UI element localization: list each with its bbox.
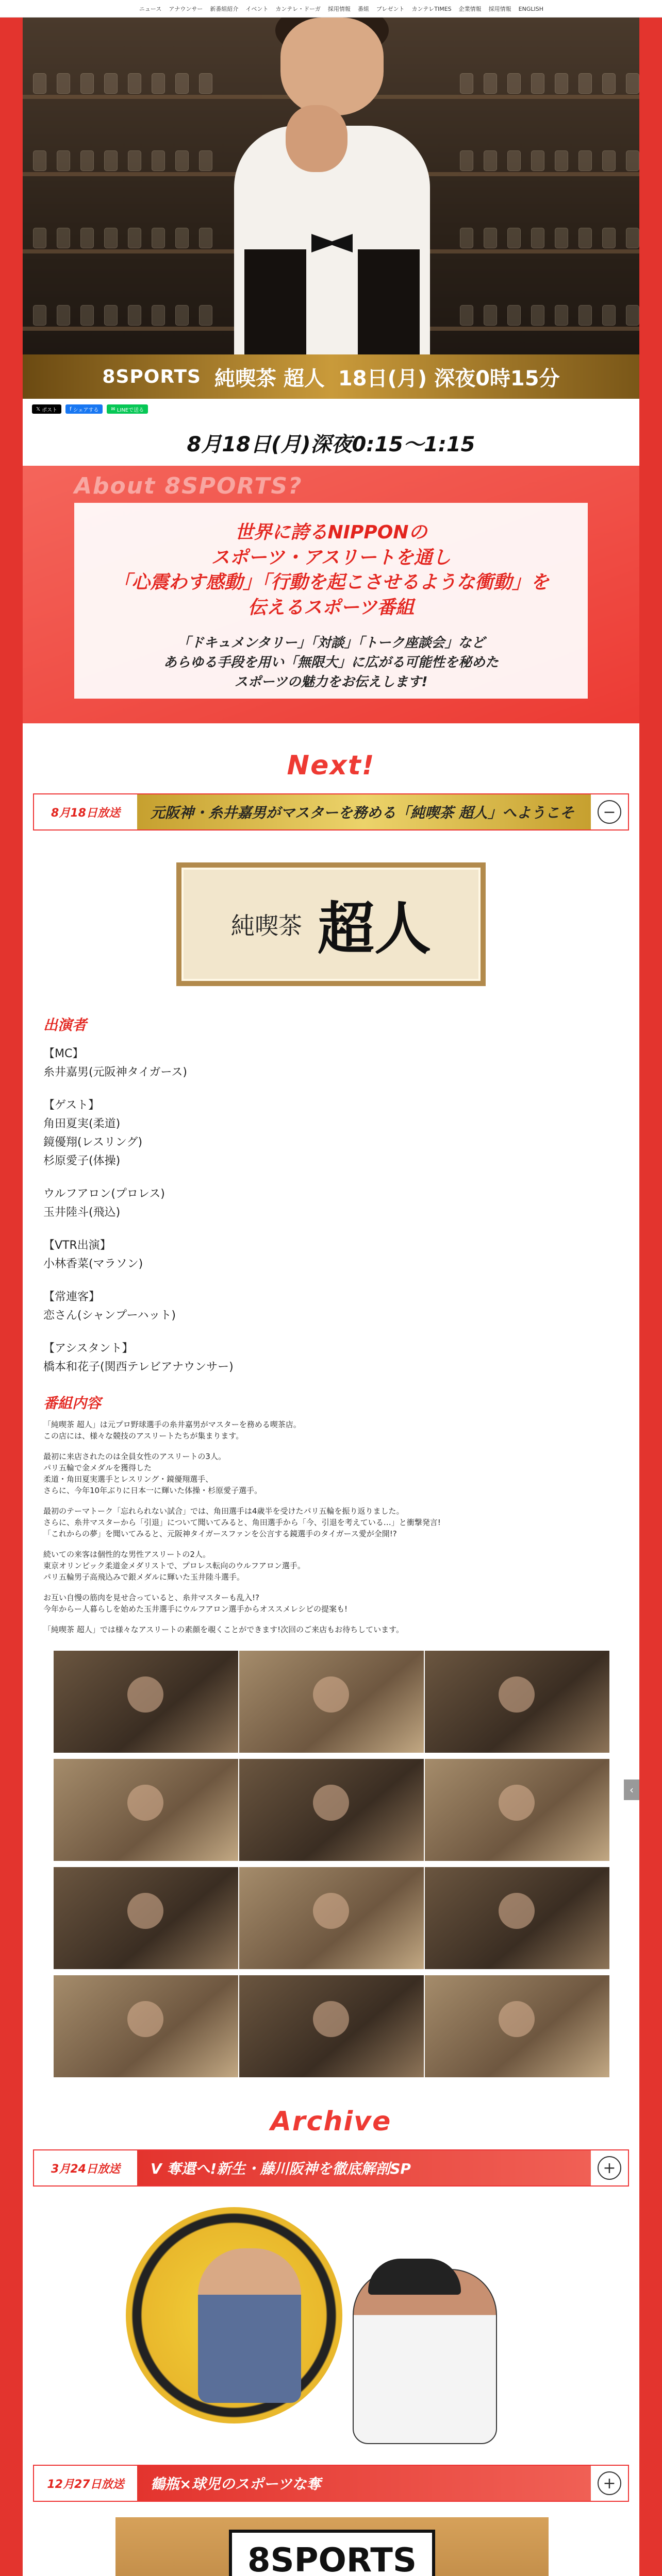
cast-list — [43, 1045, 639, 1377]
nav-item-5[interactable]: 採用情報 — [327, 6, 351, 12]
x-share-button[interactable]: 𝕏 ポスト — [32, 404, 61, 414]
cast-line: 小林香菜(マラソン) — [43, 1258, 143, 1270]
plus-icon[interactable]: + — [598, 2471, 621, 2495]
about-headline — [74, 520, 588, 620]
nav-item-0[interactable]: ニュース — [139, 6, 162, 12]
about-body — [74, 634, 588, 692]
top-navigation — [0, 0, 662, 18]
about-box — [74, 503, 588, 699]
archive-item-2-date: 12月27日放送 — [34, 2466, 137, 2501]
gallery-photo-4[interactable] — [54, 1759, 238, 1861]
cast-line — [43, 1082, 639, 1096]
share-bar — [23, 399, 639, 419]
contents-line: さらに、糸井マスターから「引退」について聞いてみると、角田選手から「今、引退を考えている…」と衝撃発言! — [43, 1518, 441, 1527]
airtime-heading: 8月18日(月)深夜0:15〜1:15 — [187, 432, 475, 456]
page-content — [23, 18, 639, 2576]
gallery-photo-10[interactable] — [54, 1975, 238, 2077]
nav-item-4[interactable]: カンテレ・ドーガ — [275, 6, 321, 12]
next-episode-date: 8月18日放送 — [34, 794, 137, 829]
archive-item-1-bar[interactable] — [33, 2149, 629, 2187]
cast-line: 橋本和花子(関西テレビアナウンサー) — [43, 1361, 234, 1374]
about-section — [23, 466, 639, 723]
plus-icon[interactable]: + — [598, 2156, 621, 2180]
cast-line — [43, 1222, 639, 1236]
nav-item-7[interactable]: プレゼント — [376, 6, 405, 12]
contents-line — [43, 1496, 639, 1505]
gallery-photo-12[interactable] — [425, 1975, 609, 2077]
hero-air-date: 18日(月) 深夜0時15分 — [338, 366, 560, 391]
cast-line — [43, 1325, 639, 1340]
contents-line: パリ五輪で金メダルを獲得した — [43, 1463, 152, 1472]
contents-line: 柔道・角田夏実選手とレスリング・鏡優翔選手、 — [43, 1475, 213, 1484]
hero-image — [23, 18, 639, 399]
contents-line: 「純喫茶 超人」では様々なアスリートの素顔を覗くことができます!次回のご来店もお待ちしています。 — [43, 1625, 404, 1634]
cast-line: 【MC】 — [43, 1047, 84, 1060]
nav-list — [139, 0, 543, 18]
about-body-line: スポーツの魅力をお伝えします! — [234, 674, 428, 690]
plate-big-text: 超人 — [318, 895, 431, 962]
about-headline-line: 伝えるスポーツ番組 — [247, 597, 415, 618]
contents-heading: 番組内容 — [43, 1395, 102, 1412]
contents-line: 最初に来店されたのは全員女性のアスリートの3人。 — [43, 1452, 226, 1461]
contents-line — [43, 1442, 639, 1451]
minus-icon[interactable]: − — [598, 800, 621, 824]
archive-item-2-image-wrap — [23, 2502, 639, 2576]
next-episode-bar[interactable] — [33, 793, 629, 831]
hero-banner — [23, 354, 639, 399]
gallery-photo-7[interactable] — [54, 1867, 238, 1969]
cast-line: 恋さん(シャンプーハット) — [43, 1309, 176, 1322]
red-frame — [0, 18, 662, 2576]
nav-item-3[interactable]: イベント — [245, 6, 269, 12]
cast-line: 角田夏実(柔道) — [43, 1117, 121, 1130]
contents-line: 今年からー人暮らしを始めた玉井選手にウルフアロン選手からオススメレシピの提案も! — [43, 1604, 348, 1614]
contents-line — [43, 1583, 639, 1592]
line-share-button[interactable]: ✉ LINEで送る — [107, 404, 148, 414]
plate-small-text: 純喫茶 — [231, 912, 302, 940]
contents-line: お互い自慢の筋肉を見せ合っていると、糸井マスターも乱入!? — [43, 1593, 259, 1602]
cast-line — [43, 1171, 639, 1185]
about-body-line: 「ドキュメンタリー」「対談」「トーク座談会」など — [177, 635, 485, 651]
contents-line: 最初のテーマトーク「忘れられない試合」では、角田選手は4歳半を受けたパリ五輪を振り返りました。 — [43, 1506, 404, 1516]
contents-line — [43, 1539, 639, 1549]
x-icon: 𝕏 — [36, 406, 41, 412]
nav-item-11[interactable]: ENGLISH — [518, 5, 543, 12]
contents-line: 東京オリンピック柔道金メダリストで、プロレス転向のウルフアロン選手。 — [43, 1561, 305, 1570]
archive-item-2-title: 鶴瓶×球児のスポーツな奪 — [137, 2466, 591, 2501]
gallery-photo-2[interactable] — [239, 1651, 424, 1753]
gallery-photo-11[interactable] — [239, 1975, 424, 2077]
8sports-logo: 8SPORTS — [102, 366, 201, 387]
next-episode-title: 元阪神・糸井嘉男がマスターを務める「純喫茶 超人」へようこそ — [137, 794, 591, 829]
nav-item-2[interactable]: 新番組紹介 — [210, 6, 239, 12]
about-body-line: あらゆる手段を用い「無限大」に広がる可能性を秘めた — [163, 655, 499, 671]
archive-item-2-bar[interactable] — [33, 2465, 629, 2502]
archive-item-2-image — [115, 2517, 549, 2576]
contents-line — [43, 1615, 639, 1624]
cast-line: 糸井嘉男(元阪神タイガース) — [43, 1066, 187, 1079]
facebook-icon: f — [70, 406, 72, 412]
facebook-share-button[interactable]: f シェアする — [65, 404, 103, 414]
about-title: About 8SPORTS? — [74, 473, 303, 499]
nav-item-8[interactable]: カンテレTIMES — [411, 6, 452, 12]
program-logo-plate — [176, 862, 486, 986]
contents-text — [43, 1419, 639, 1635]
nav-item-10[interactable]: 採用情報 — [488, 6, 511, 12]
archive-item-1-title: V 奪還へ!新生・藤川阪神を徹底解剖SP — [137, 2150, 591, 2185]
nav-item-9[interactable]: 企業情報 — [458, 6, 482, 12]
archive-item-1-image-wrap — [23, 2187, 639, 2465]
episode-details — [23, 1014, 639, 1635]
gallery-photo-6[interactable] — [425, 1759, 609, 1861]
contents-line: この店には、様々な競技のアスリートたちが集まります。 — [43, 1431, 244, 1440]
cast-line: 【ゲスト】 — [43, 1099, 100, 1112]
nav-item-6[interactable]: 番組 — [357, 6, 369, 12]
gallery-photo-1[interactable] — [54, 1651, 238, 1753]
gallery-photo-8[interactable] — [239, 1867, 424, 1969]
studio-logo-sign: 8SPORTS — [229, 2530, 435, 2576]
cast-line: 鏡優翔(レスリング) — [43, 1136, 143, 1149]
about-headline-line: 「心震わす感動」「行動を起こさせるような衝動」を — [112, 572, 549, 594]
cast-heading: 出演者 — [43, 1016, 87, 1033]
host-illustration — [224, 18, 440, 378]
archive-item-1-image — [126, 2207, 538, 2444]
gallery-photo-3[interactable] — [425, 1651, 609, 1753]
cast-line: 【アシスタント】 — [43, 1342, 134, 1355]
gallery-photo-9[interactable] — [425, 1867, 609, 1969]
about-headline-line: 世界に誇るNIPPONの — [235, 522, 427, 543]
cast-line: 【常連客】 — [43, 1291, 101, 1303]
next-section-title: Next! — [287, 750, 375, 781]
archive-item-1-date: 3月24日放送 — [34, 2150, 137, 2185]
nav-item-1[interactable]: アナウンサー — [169, 6, 203, 12]
chevron-left-icon[interactable]: ‹ — [624, 1780, 639, 1800]
cast-line: ウルフアロン(プロレス) — [43, 1188, 165, 1200]
cast-line: 玉井陸斗(飛込) — [43, 1206, 121, 1219]
line-icon: ✉ — [111, 406, 115, 412]
gallery-photo-5[interactable] — [239, 1759, 424, 1861]
hero-program-name: 純喫茶 超人 — [214, 366, 325, 391]
contents-line: さらに、今年10年ぶりに日本一に輝いた体操・杉原愛子選手。 — [43, 1486, 262, 1495]
contents-line: 続いての来客は個性的な男性アスリートの2人。 — [43, 1550, 210, 1559]
cast-line — [43, 1274, 639, 1288]
contents-line: 「これからの夢」を聞いてみると、元阪神タイガースファンを公言する鏡選手のタイガース愛が全開!? — [43, 1529, 397, 1538]
contents-line: 「純喫茶 超人」は元プロ野球選手の糸井嘉男がマスターを務める喫茶店。 — [43, 1420, 301, 1429]
archive-section-title: Archive — [270, 2106, 392, 2137]
about-headline-line: スポーツ・アスリートを通し — [211, 547, 451, 568]
contents-line: パリ五輪男子高飛込みで銀メダルに輝いた玉井陸斗選手。 — [43, 1572, 245, 1582]
cast-line: 杉原愛子(体操) — [43, 1155, 121, 1167]
cast-line: 【VTR出演】 — [43, 1239, 111, 1252]
photo-gallery — [23, 1651, 639, 2083]
